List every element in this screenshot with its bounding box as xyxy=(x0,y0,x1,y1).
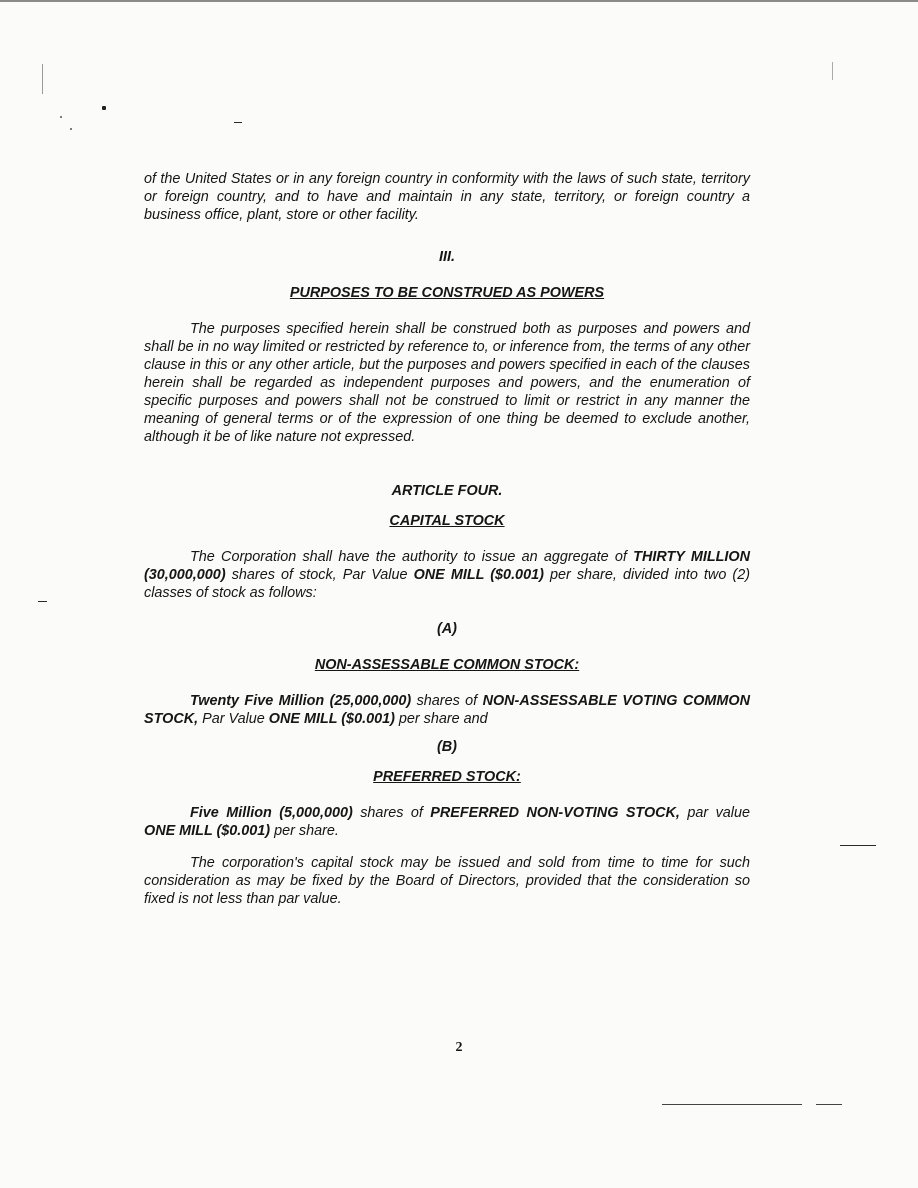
document-body xyxy=(144,170,750,908)
class-b-paragraph xyxy=(144,804,750,840)
scan-dash xyxy=(662,1104,802,1105)
scan-speck xyxy=(60,116,62,118)
continued-paragraph: of the United States or in any foreign country in conformity with the laws of such state, territory or foreign country, and to have and maintain in any state, territory, or foreign country a business office, plant, store or other facility. xyxy=(144,171,750,223)
intro-amount: THIRTY MILLION (30,000,000) xyxy=(144,549,750,583)
class-a-text: Par Value xyxy=(198,711,269,727)
class-b-title: PREFERRED STOCK: xyxy=(373,769,521,785)
page-number: 2 xyxy=(455,1040,463,1055)
capital-stock-paragraph xyxy=(144,548,750,602)
intro-par-value: ONE MILL ($0.001) xyxy=(413,567,544,583)
scan-speck xyxy=(102,106,106,110)
section-title: PURPOSES TO BE CONSTRUED AS POWERS xyxy=(289,285,605,301)
article-subtitle: CAPITAL STOCK xyxy=(389,513,505,529)
class-b-stock-type: PREFERRED NON-VOTING STOCK, xyxy=(430,805,680,821)
article-title: ARTICLE FOUR. xyxy=(391,483,503,499)
purposes-paragraph: The purposes specified herein shall be construed both as purposes and powers and shall be in no way limited or restricted by reference to, or inference from, the terms of any other clause in this or any other article, but the purposes and powers specified in each of the clauses herein shall be regarded as independent purposes and powers, and the enumeration of specific purposes and powers shall not be construed to limit or restrict in any manner the meaning of general terms or of the expression of one thing be deemed to exclude another, although it be of like nature not expressed. xyxy=(144,321,750,445)
scan-mark-right xyxy=(832,62,833,80)
intro-text: per share, divided into two (2) classes of stock as follows: xyxy=(144,567,750,601)
class-a-text: shares of xyxy=(411,693,483,709)
class-a-stock-type: NON-ASSESSABLE VOTING COMMON STOCK, xyxy=(144,693,750,727)
class-a-paragraph xyxy=(144,692,750,728)
scan-speck xyxy=(70,128,72,130)
class-a-par-value: ONE MILL ($0.001) xyxy=(268,711,395,727)
scan-dash xyxy=(840,845,876,846)
class-b-text: per share. xyxy=(270,823,339,839)
class-a-title: NON-ASSESSABLE COMMON STOCK: xyxy=(314,657,580,673)
scan-mark-left xyxy=(42,64,43,94)
class-b-par-value: ONE MILL ($0.001) xyxy=(144,823,271,839)
section-numeral: III. xyxy=(439,249,455,265)
class-a-text: per share and xyxy=(394,711,488,727)
class-a-label: (A) xyxy=(437,621,457,637)
intro-text: The Corporation shall have the authority to issue an aggregate of xyxy=(190,549,634,565)
closing-paragraph: The corporation's capital stock may be issued and sold from time to time for such consideration as may be fixed by the Board of Directors, provided that the consideration so fixed is not less than par value. xyxy=(144,855,750,907)
scan-dash xyxy=(816,1104,842,1105)
intro-text: shares of stock, Par Value xyxy=(225,567,414,583)
scan-dash xyxy=(234,122,242,123)
class-a-amount: Twenty Five Million (25,000,000) xyxy=(190,693,412,709)
class-b-label: (B) xyxy=(437,739,457,755)
class-b-text: shares of xyxy=(352,805,431,821)
class-b-amount: Five Million (5,000,000) xyxy=(190,805,353,821)
scan-dash xyxy=(38,601,47,602)
class-b-text: par value xyxy=(679,805,750,821)
scan-top-edge xyxy=(0,0,918,2)
